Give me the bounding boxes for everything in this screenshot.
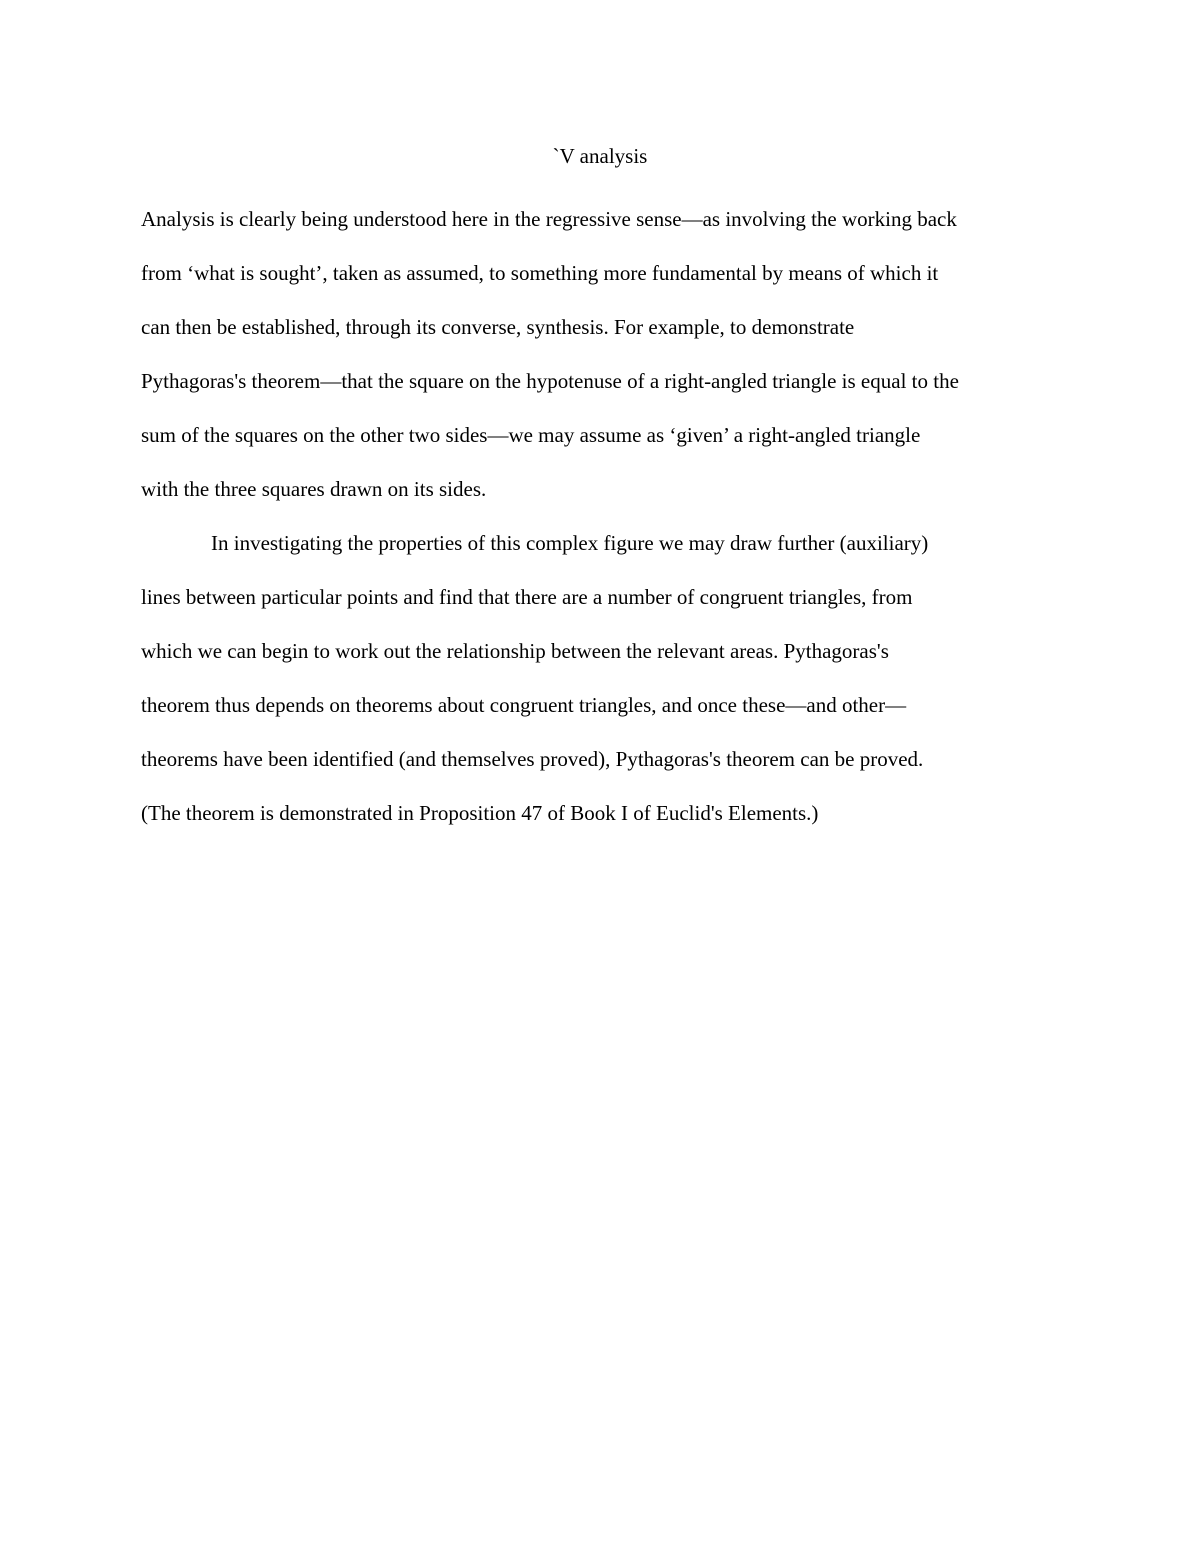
paragraph-line: Pythagoras's theorem—that the square on the hypotenuse of a right-angled triangle is equal to the (141, 369, 959, 393)
paragraph-2 (141, 516, 1071, 840)
paragraph-line: In investigating the properties of this complex figure we may draw further (auxiliary) (211, 531, 929, 555)
paragraph-line: theorem thus depends on theorems about congruent triangles, and once these—and other— (141, 693, 907, 717)
paragraph-line: Analysis is clearly being understood here in the regressive sense—as involving the working back (141, 207, 957, 231)
paragraph-line: with the three squares drawn on its sides. (141, 477, 487, 501)
paragraph-1 (141, 192, 1071, 516)
paragraph-line: lines between particular points and find that there are a number of congruent triangles, from (141, 585, 913, 609)
paragraph-line: (The theorem is demonstrated in Proposition 47 of Book I of Euclid's Elements.) (141, 801, 819, 825)
paragraph-line: can then be established, through its converse, synthesis. For example, to demonstrate (141, 315, 855, 339)
paragraph-line: from ‘what is sought’, taken as assumed, to something more fundamental by means of which it (141, 261, 939, 285)
document-body (141, 192, 1071, 840)
paragraph-line: which we can begin to work out the relationship between the relevant areas. Pythagoras's (141, 639, 889, 663)
paragraph-line: theorems have been identified (and themselves proved), Pythagoras's theorem can be proved. (141, 747, 924, 771)
document-title: `V analysis (552, 144, 648, 168)
paragraph-line: sum of the squares on the other two sides—we may assume as ‘given’ a right-angled triangle (141, 423, 921, 447)
